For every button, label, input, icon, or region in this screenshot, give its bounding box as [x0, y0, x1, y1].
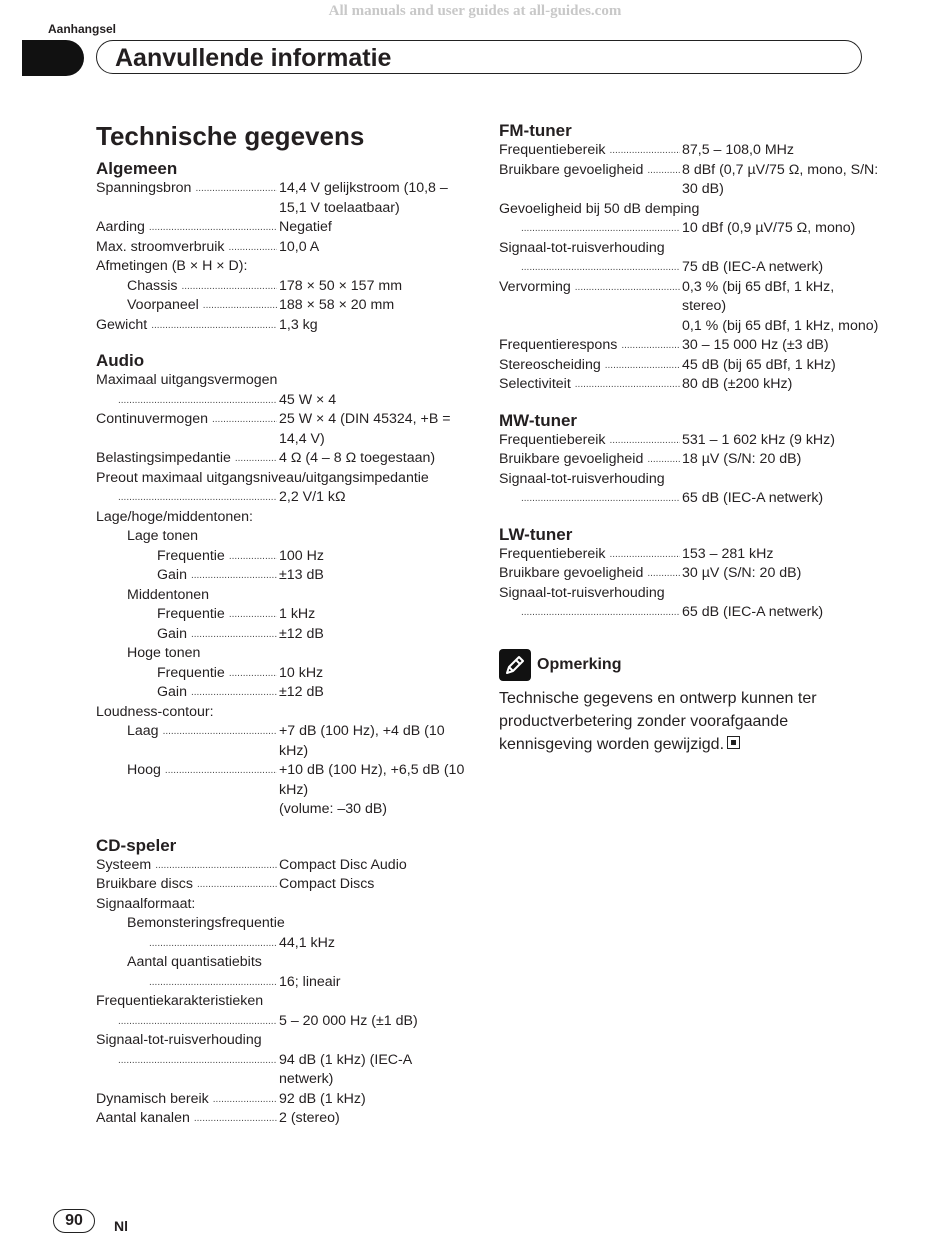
spec-value: 10 dBf (0,9 µV/75 Ω, mono)	[682, 220, 856, 236]
spec-value: 4 Ω (4 – 8 Ω toegestaan)	[279, 450, 436, 466]
spec-value: 10 kHz	[279, 664, 324, 681]
left-column	[96, 120, 476, 1129]
spec-group-label: Lage/hoge/middentonen:	[96, 508, 253, 525]
spec-label: Bruikbare gevoeligheid	[499, 451, 644, 467]
spec-group-label: Afmetingen (B × H × D):	[96, 258, 248, 274]
spec-label: Frequentie	[157, 664, 225, 681]
spec-row	[96, 934, 476, 954]
spec-group-label: Signaal-tot-ruisverhouding	[499, 239, 665, 256]
spec-group-label: Preout maximaal uitgangsniveau/uitgangsimpedantie	[96, 469, 429, 486]
spec-group-label: Maximaal uitgangsvermogen	[96, 372, 278, 388]
spec-row	[96, 761, 476, 800]
spec-group-label: Gevoeligheid bij 50 dB demping	[499, 200, 700, 217]
spec-row	[96, 449, 476, 469]
spec-row	[96, 1090, 476, 1110]
spec-value: 16; lineair	[279, 973, 341, 990]
spec-row	[96, 316, 476, 336]
spec-subgroup-label: Bemonsteringsfrequentie	[127, 915, 285, 931]
spec-subgroup-label: Hoge tonen	[127, 645, 201, 661]
spec-row	[96, 488, 476, 508]
spec-label: Frequentiebereik	[499, 545, 606, 562]
spec-value: 153 – 281 kHz	[682, 545, 774, 562]
spec-label: Bruikbare gevoeligheid	[499, 565, 644, 581]
spec-label: Aarding	[96, 219, 145, 235]
spec-value: 100 Hz	[279, 547, 324, 564]
spec-label: Max. stroomverbruik	[96, 238, 225, 255]
spec-label: Gain	[157, 567, 187, 583]
spec-row	[499, 356, 879, 376]
spec-group-label: Loudness-contour:	[96, 703, 214, 720]
spec-label: Bruikbare discs	[96, 876, 193, 892]
spec-group-label: Signaal-tot-ruisverhouding	[499, 584, 665, 601]
spec-value: 18 µV (S/N: 20 dB)	[682, 451, 802, 467]
spec-row	[96, 800, 476, 820]
spec-row	[96, 625, 476, 645]
spec-row	[96, 547, 476, 567]
spec-row	[499, 431, 879, 451]
language-code: Nl	[114, 1218, 128, 1234]
spec-value: 30 – 15 000 Hz (±3 dB)	[682, 337, 829, 353]
main-heading: Technische gegevens	[96, 121, 365, 151]
spec-row	[499, 258, 879, 278]
spec-label: Aantal kanalen	[96, 1110, 190, 1126]
heading-algemeen: Algemeen	[96, 159, 178, 178]
spec-value: 1 kHz	[279, 606, 316, 622]
heading-mw-tuner: MW-tuner	[499, 410, 578, 430]
spec-row	[96, 238, 476, 258]
spec-row	[96, 664, 476, 684]
spec-value: 10,0 A	[279, 238, 320, 255]
pencil-note-icon	[499, 649, 531, 681]
spec-value: ±13 dB	[279, 567, 324, 583]
heading-cd-speler: CD-speler	[96, 835, 177, 855]
heading-lw-tuner: LW-tuner	[499, 524, 573, 544]
spec-value: 44,1 kHz	[279, 934, 335, 951]
spec-row	[499, 375, 879, 395]
spec-label: Selectiviteit	[499, 376, 571, 392]
spec-value: 5 – 20 000 Hz (±1 dB)	[279, 1012, 418, 1029]
header-title-bar	[96, 40, 862, 74]
watermark: All manuals and user guides at all-guides.com	[328, 3, 622, 19]
spec-row	[96, 973, 476, 993]
spec-group-label: Signaal-tot-ruisverhouding	[499, 470, 665, 487]
spec-label: Belastingsimpedantie	[96, 450, 231, 466]
spec-label: Gain	[157, 684, 187, 700]
spec-group-label: Signaal-tot-ruisverhouding	[96, 1032, 262, 1048]
spec-row	[499, 219, 879, 239]
spec-value: 25 W × 4 (DIN 45324, +B = 14,4 V)	[279, 411, 451, 447]
spec-row	[96, 1051, 476, 1090]
spec-value: 0,3 % (bij 65 dBf, 1 kHz, stereo)	[682, 278, 835, 314]
spec-value: Compact Disc Audio	[279, 856, 407, 873]
right-column	[499, 120, 879, 756]
note-title: Opmerking	[537, 655, 622, 673]
spec-value: +7 dB (100 Hz), +4 dB (10 kHz)	[279, 723, 445, 759]
spec-value: 1,3 kg	[279, 316, 318, 333]
spec-label: Continuvermogen	[96, 411, 208, 427]
spec-row	[96, 277, 476, 297]
spec-label: Chassis	[127, 277, 178, 294]
spec-subgroup-label: Aantal quantisatiebits	[127, 954, 262, 970]
spec-subgroup-label: Lage tonen	[127, 528, 199, 544]
spec-label: Bruikbare gevoeligheid	[499, 161, 644, 178]
spec-label: Vervorming	[499, 278, 571, 295]
section-tab	[22, 40, 84, 76]
spec-value: 75 dB (IEC-A netwerk)	[682, 259, 824, 275]
spec-row	[499, 489, 879, 509]
spec-label: Dynamisch bereik	[96, 1090, 209, 1107]
spec-value: ±12 dB	[279, 625, 324, 642]
spec-label: Hoog	[127, 762, 161, 778]
spec-row	[96, 875, 476, 895]
spec-row	[96, 566, 476, 586]
spec-value: 65 dB (IEC-A netwerk)	[682, 490, 824, 506]
spec-label: Frequentie	[157, 547, 225, 564]
spec-value: ±12 dB	[279, 684, 324, 700]
spec-value: Compact Discs	[279, 876, 375, 892]
spec-row	[96, 1109, 476, 1129]
note-text: Technische gegevens en ontwerp kunnen ter productverbetering zonder voorafgaande kennisgeving worden gewijzigd.	[499, 689, 817, 753]
spec-value: 2,2 V/1 kΩ	[279, 489, 346, 505]
spec-label: Stereoscheiding	[499, 356, 601, 373]
spec-value: 8 dBf (0,7 µV/75 Ω, mono, S/N: 30 dB)	[682, 161, 879, 197]
spec-row	[499, 161, 879, 200]
spec-value: 45 dB (bij 65 dBf, 1 kHz)	[682, 356, 836, 373]
spec-row	[96, 605, 476, 625]
heading-audio: Audio	[96, 351, 145, 370]
spec-value: 178 × 50 × 157 mm	[279, 277, 403, 294]
spec-label: Laag	[127, 723, 159, 739]
spec-label: Gain	[157, 625, 187, 642]
spec-row	[96, 722, 476, 761]
spec-row	[499, 564, 879, 584]
spec-value: 94 dB (1 kHz) (IEC-A netwerk)	[279, 1051, 412, 1087]
spec-label: Gewicht	[96, 316, 148, 333]
spec-value: 92 dB (1 kHz)	[279, 1090, 366, 1107]
spec-value: +10 dB (100 Hz), +6,5 dB (10 kHz)	[279, 762, 465, 798]
note-header	[499, 649, 879, 681]
spec-group-label: Signaalformaat:	[96, 895, 196, 912]
spec-row	[499, 336, 879, 356]
spec-value: (volume: –30 dB)	[279, 801, 388, 817]
spec-row	[96, 179, 476, 218]
spec-row	[96, 391, 476, 411]
spec-row	[499, 603, 879, 623]
section-label: Aanhangsel	[48, 22, 117, 36]
spec-group-label: Frequentiekarakteristieken	[96, 993, 264, 1009]
spec-row	[96, 218, 476, 238]
spec-value: 188 × 58 × 20 mm	[279, 297, 395, 313]
spec-value: 87,5 – 108,0 MHz	[682, 142, 794, 158]
spec-row	[499, 545, 879, 565]
page-number: 90	[53, 1209, 95, 1233]
spec-row	[499, 450, 879, 470]
spec-subgroup-label: Middentonen	[127, 586, 210, 603]
spec-value: Negatief	[279, 219, 332, 235]
spec-label: Frequentierespons	[499, 337, 618, 353]
end-mark-icon	[727, 736, 740, 749]
spec-label: Voorpaneel	[127, 297, 199, 313]
spec-value: 2 (stereo)	[279, 1110, 340, 1126]
spec-value: 14,4 V gelijkstroom (10,8 – 15,1 V toelaatbaar)	[279, 180, 448, 216]
spec-value: 0,1 % (bij 65 dBf, 1 kHz, mono)	[682, 317, 879, 334]
spec-value: 30 µV (S/N: 20 dB)	[682, 565, 802, 581]
spec-label: Spanningsbron	[96, 180, 192, 196]
spec-row	[96, 1012, 476, 1032]
spec-row	[96, 856, 476, 876]
page-title: Aanvullende informatie	[115, 44, 392, 72]
spec-row	[96, 683, 476, 703]
spec-row	[499, 278, 879, 317]
spec-row	[96, 410, 476, 449]
spec-value: 65 dB (IEC-A netwerk)	[682, 604, 824, 620]
spec-label: Frequentie	[157, 606, 225, 622]
spec-row	[499, 317, 879, 337]
spec-row	[96, 296, 476, 316]
spec-row	[499, 141, 879, 161]
spec-label: Frequentiebereik	[499, 431, 606, 448]
spec-value: 531 – 1 602 kHz (9 kHz)	[682, 431, 835, 448]
spec-value: 45 W × 4	[279, 391, 337, 408]
heading-fm-tuner: FM-tuner	[499, 121, 572, 140]
spec-label: Frequentiebereik	[499, 142, 606, 158]
spec-value: 80 dB (±200 kHz)	[682, 376, 793, 392]
spec-label: Systeem	[96, 856, 152, 873]
